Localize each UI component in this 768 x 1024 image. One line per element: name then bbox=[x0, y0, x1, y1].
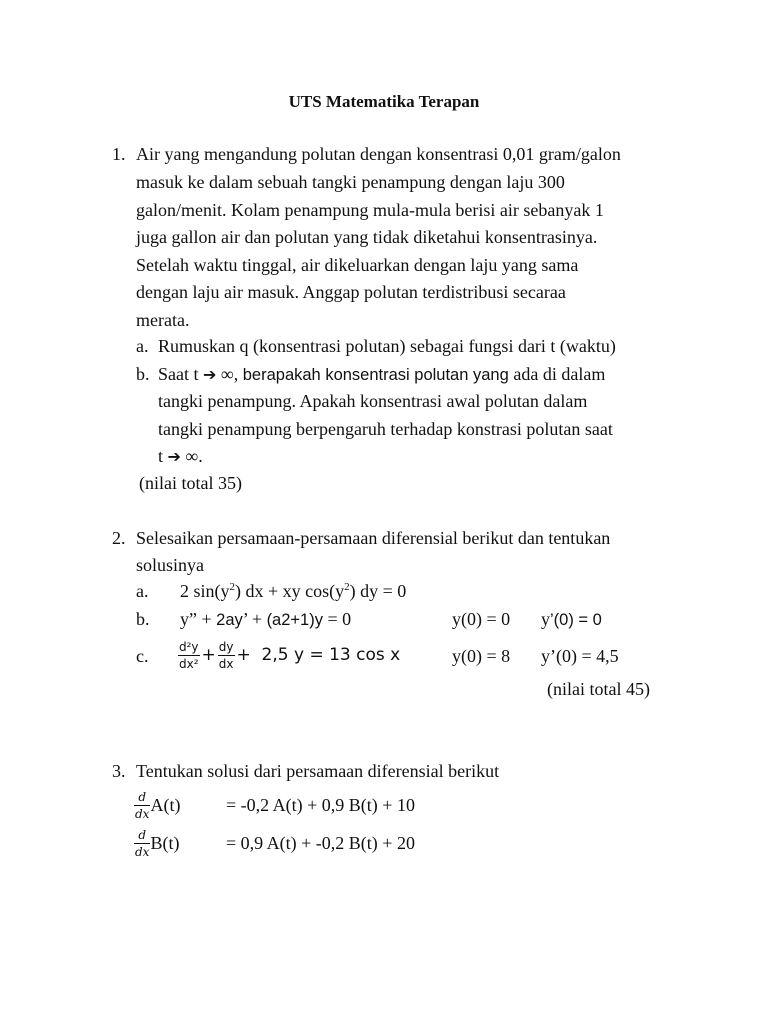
frac2-denominator: dx bbox=[218, 656, 234, 671]
q1b-line-4 bbox=[158, 445, 203, 468]
frac-numerator: d bbox=[134, 829, 150, 844]
eq1-variable: A(t) bbox=[150, 794, 181, 815]
arrow-icon: ➔ bbox=[167, 447, 181, 466]
q1-line-5: Setelah waktu tinggal, air dikeluarkan dengan laju yang sama bbox=[136, 255, 579, 275]
q1-line-3: galon/menit. Kolam penampung mula-mula berisi air sebanyak 1 bbox=[136, 200, 604, 220]
frac1-numerator: d²y bbox=[179, 639, 199, 654]
q1b-label: b. bbox=[136, 364, 150, 384]
second-derivative-fraction bbox=[178, 641, 200, 670]
first-derivative-fraction bbox=[218, 641, 235, 670]
q1b-line-2: tangki penampung. Apakah konsentrasi awal polutan dalam bbox=[158, 391, 588, 411]
q2b-equation bbox=[180, 608, 351, 631]
q2a-label: a. bbox=[136, 581, 149, 601]
q2-number: 2. bbox=[112, 528, 126, 548]
q2a-sup-2: 2 bbox=[344, 581, 350, 593]
arrow-icon: ➔ bbox=[203, 365, 217, 384]
q2a-part-1: 2 sin(y bbox=[180, 581, 230, 601]
q1b-sans-text: berapakah konsentrasi polutan yang bbox=[242, 366, 514, 384]
q2c-initial-1: y(0) = 8 bbox=[452, 646, 511, 666]
q1b-pre: Saat t bbox=[158, 364, 199, 384]
d-dx-fraction bbox=[134, 791, 150, 820]
q2b-initial-2 bbox=[541, 608, 602, 631]
q2b-label: b. bbox=[136, 609, 150, 629]
q2c-label: c. bbox=[136, 646, 149, 666]
q2b-initial-1: y(0) = 0 bbox=[452, 609, 511, 629]
q2-score: (nilai total 45) bbox=[547, 679, 650, 699]
frac-denominator: dx bbox=[135, 806, 150, 821]
q3-eq1-rhs: = -0,2 A(t) + 0,9 B(t) + 10 bbox=[226, 795, 415, 815]
q2c-equation bbox=[178, 630, 402, 680]
q3-eq1-lhs bbox=[134, 786, 180, 824]
q1-line-2: masuk ke dalam sebuah tangki penampung dengan laju 300 bbox=[136, 172, 565, 192]
q1-line-7: merata. bbox=[136, 310, 190, 330]
q1b-last-pre: t bbox=[158, 446, 164, 466]
q2b-part-3: = 0 bbox=[322, 609, 352, 629]
q1-line-4: juga gallon air dan polutan yang tidak diketahui konsentrasinya. bbox=[136, 227, 598, 247]
document-title: UTS Matematika Terapan bbox=[288, 92, 480, 111]
q2b-sans-1: 2ay bbox=[216, 611, 243, 629]
q2a-sup-1: 2 bbox=[229, 581, 235, 593]
q3-eq2-rhs: = 0,9 A(t) + -0,2 B(t) + 20 bbox=[226, 833, 415, 853]
q2-line-1: Selesaikan persamaan-persamaan diferensial berikut dan tentukan bbox=[136, 528, 611, 548]
q1b-last-post: ∞. bbox=[180, 446, 203, 466]
frac-numerator: d bbox=[134, 791, 150, 806]
q3-line-1: Tentukan solusi dari persamaan diferensial berikut bbox=[136, 761, 500, 781]
q2b-part-1: y” + bbox=[180, 609, 217, 629]
frac2-numerator: dy bbox=[218, 639, 234, 654]
q2a-part-2: ) dx + xy cos(y bbox=[235, 581, 345, 601]
plus-sign: + bbox=[201, 645, 216, 665]
q2c-rest: + 2,5 y = 13 cos x bbox=[236, 645, 401, 665]
frac-denominator: dx bbox=[135, 844, 150, 859]
frac1-denominator: dx² bbox=[179, 656, 199, 671]
eq2-variable: B(t) bbox=[150, 832, 180, 853]
q2a-part-3: ) dy = 0 bbox=[349, 581, 407, 601]
q2c-initial-2: y’(0) = 4,5 bbox=[541, 646, 619, 666]
d-dx-fraction bbox=[134, 829, 150, 858]
q2b-sans-2: (a2+1)y bbox=[266, 611, 323, 629]
q2b-part-2: ’ + bbox=[242, 609, 267, 629]
q2b-init2-part-1: y bbox=[541, 609, 550, 629]
q3-eq2-lhs bbox=[134, 824, 179, 862]
q1a-label: a. bbox=[136, 336, 149, 356]
q1b-mid: ∞, bbox=[216, 364, 243, 384]
q1b-post: ada di dalam bbox=[513, 364, 606, 384]
q1a-text: Rumuskan q (konsentrasi polutan) sebagai fungsi dari t (waktu) bbox=[158, 336, 616, 356]
q1-number: 1. bbox=[112, 144, 126, 164]
q1b-line-3: tangki penampung berpengaruh terhadap konstrasi polutan saat bbox=[158, 419, 613, 439]
q1-line-6: dengan laju air masuk. Anggap polutan terdistribusi secaraa bbox=[136, 282, 566, 302]
q1-line-1: Air yang mengandung polutan dengan konsentrasi 0,01 gram/galon bbox=[136, 144, 621, 164]
q2b-init2-part-2: ’(0) = 0 bbox=[550, 611, 602, 629]
q1b-line-1 bbox=[158, 363, 605, 386]
q3-number: 3. bbox=[112, 761, 126, 781]
q2a-equation bbox=[180, 580, 406, 602]
q1-score: (nilai total 35) bbox=[139, 473, 242, 493]
q2-line-2: solusinya bbox=[136, 555, 205, 575]
